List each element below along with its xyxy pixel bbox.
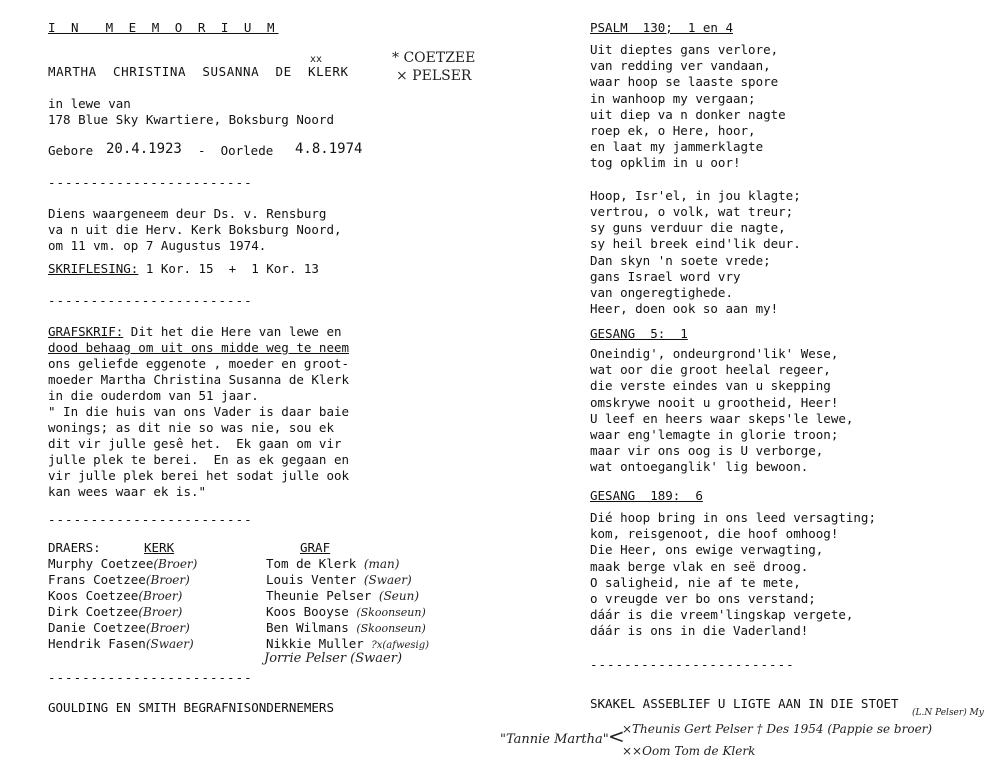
bearer-name: Theunie Pelser: [266, 588, 372, 603]
psalm-line: tog opklim in u oor!: [590, 155, 741, 171]
kerk-bearer: [48, 604, 182, 620]
name-marks: xx: [310, 54, 323, 65]
gesang5-line: die verste eindes van u skepping: [590, 378, 831, 394]
bearer-note: (man): [363, 557, 400, 571]
divider-1: ------------------------: [48, 175, 253, 190]
divider-4: ------------------------: [48, 670, 253, 685]
draers-label: DRAERS:: [48, 540, 101, 555]
psalm-line: van redding ver vandaan,: [590, 58, 771, 74]
grafskrif-line: dit vir julle gesê het. Ek gaan om vir: [48, 436, 342, 451]
kerk-bearer: [48, 636, 194, 652]
graf-bearer-handwritten: Jorrie Pelser (Swaer): [264, 651, 403, 666]
kerk-bearer: [48, 572, 190, 588]
oorlede-date: 4.8.1974: [295, 141, 363, 157]
annotation-line-1: ×Theunis Gert Pelser † Des 1954 (Pappie se broer): [622, 722, 933, 736]
grafskrif-line: in die ouderdom van 51 jaar.: [48, 388, 259, 403]
kerk-bearer: [48, 620, 190, 636]
gesang5-line: wat ontoeganglik' lig bewoon.: [590, 459, 809, 475]
graf-bearer: [266, 604, 426, 621]
gesang5-line: U leef en heers waar skeps'le lewe,: [590, 410, 854, 426]
divider-2: ------------------------: [48, 293, 253, 308]
annotation-tannie: "Tannie Martha": [500, 732, 609, 747]
oorlede-label: - Oorlede: [198, 143, 274, 158]
psalm-line: Uit dieptes gans verlore,: [590, 42, 779, 57]
undertaker-footer: GOULDING EN SMITH BEGRAFNISONDERNEMERS: [48, 700, 334, 715]
psalm-line: in wanhoop my vergaan;: [590, 90, 756, 106]
bearer-name: Frans Coetzee: [48, 572, 146, 587]
gesang189-line: O saligheid, nie af te mete,: [590, 574, 801, 590]
bearer-note: ?x(afwesig): [371, 640, 430, 651]
psalm-line: Hoop, Isr'el, in jou klagte;: [590, 187, 801, 203]
bearer-name: Hendrik Fasen: [48, 636, 146, 651]
graf-bearer: [266, 556, 399, 572]
gebore-label: Gebore: [48, 143, 94, 158]
skriflesing-text: 1 Kor. 15 + 1 Kor. 13: [138, 261, 319, 276]
heading-in-memorium: I N M E M O R I U M: [48, 20, 279, 35]
deceased-name: MARTHA CHRISTINA SUSANNA DE KLERK: [48, 64, 349, 79]
handwritten-coetzee: * COETZEE: [392, 50, 476, 66]
psalm-line: Heer, doen ook so aan my!: [590, 301, 779, 317]
bearer-name: Danie Coetzee: [48, 620, 146, 635]
psalm-line: van ongeregtighede.: [590, 285, 733, 300]
grafskrif-line: julle plek te berei. En as ek gegaan en: [48, 452, 350, 467]
skriflesing: [48, 261, 319, 277]
bearer-name: Koos Booyse: [266, 604, 349, 619]
procession-footer: SKAKEL ASSEBLIEF U LIGTE AAN IN DIE STOET: [590, 696, 899, 711]
bearer-note: (Broer): [145, 621, 190, 635]
graf-label: GRAF: [300, 540, 331, 555]
gesang189-line: dáár is die vreem'lingskap vergete,: [590, 607, 854, 623]
bearer-note: (Broer): [138, 605, 183, 619]
gesang5-line: maar vir ons oog is U verborge,: [590, 443, 824, 459]
gebore-date: 20.4.1923: [106, 141, 182, 157]
psalm-line: sy heil breek eind'lik deur.: [590, 236, 801, 252]
psalm-line: Dan skyn 'n soete vrede;: [590, 252, 771, 268]
psalm-line: waar hoop se laaste spore: [590, 74, 779, 90]
bearer-note: (Broer): [153, 557, 198, 571]
gesang5-line: waar eng'lemagte in glorie troon;: [590, 427, 839, 442]
gesang189-line: o vreugde ver bo ons verstand;: [590, 591, 816, 606]
psalm-heading: PSALM 130; 1 en 4: [590, 20, 733, 35]
annotation-bracket: <: [608, 724, 625, 748]
divider-3: ------------------------: [48, 512, 253, 527]
psalm-line: en laat my jammerklagte: [590, 139, 764, 155]
diens-line-3: om 11 vm. op 7 Augustus 1974.: [48, 238, 267, 253]
psalm-line: roep ek, o Here, hoor,: [590, 123, 756, 138]
grafskrif-line: moeder Martha Christina Susanna de Klerk: [48, 372, 350, 387]
kerk-bearer: [48, 556, 197, 572]
grafskrif-line: kan wees waar ek is.": [48, 484, 207, 499]
psalm-line: sy guns verduur die nagte,: [590, 220, 786, 236]
skriflesing-label: SKRIFLESING:: [48, 261, 139, 276]
gesang189-line: Dié hoop bring in ons leed versagting;: [590, 510, 876, 525]
kerk-bearer: [48, 588, 182, 604]
handwritten-pelser: × PELSER: [396, 68, 472, 84]
gesang189-line: dáár is ons in die Vaderland!: [590, 623, 809, 639]
bearer-name: Ben Wilmans: [266, 620, 349, 635]
psalm-line: vertrou, o volk, wat treur;: [590, 204, 794, 219]
grafskrif-first-text: Dit het die Here van lewe en: [123, 324, 342, 339]
gesang5-line: Oneindig', ondeurgrond'lik' Wese,: [590, 346, 839, 361]
grafskrif-first: [48, 324, 342, 340]
bearer-note: (Skoonseun): [356, 622, 426, 635]
diens-line-1: Diens waargeneem deur Ds. v. Rensburg: [48, 206, 327, 221]
gesang5-line: wat oor die groot heelal regeer,: [590, 362, 831, 378]
bearer-note: (Broer): [145, 573, 190, 587]
in-lewe-van: in lewe van: [48, 96, 131, 111]
gesang189-line: maak berge vlak en seë droog.: [590, 558, 809, 574]
graf-bearer: [266, 588, 419, 604]
grafskrif-line: vir julle plek berei het sodat julle ook: [48, 468, 350, 483]
grafskrif-label: GRAFSKRIF:: [48, 324, 124, 339]
bearer-name: Louis Venter: [266, 572, 357, 587]
bearer-note: (Seun): [378, 589, 420, 603]
gesang189-line: kom, reisgenoot, die hoof omhoog!: [590, 526, 839, 542]
bearer-name: Koos Coetzee: [48, 588, 139, 603]
bearer-name: Murphy Coetzee: [48, 556, 154, 571]
divider-right: ------------------------: [590, 657, 795, 672]
bearer-name: Dirk Coetzee: [48, 604, 139, 619]
psalm-line: gans Israel word vry: [590, 268, 741, 284]
graf-bearer: [266, 620, 426, 637]
bearer-note: (Broer): [138, 589, 183, 603]
gesang5-line: omskrywe nooit u grootheid, Heer!: [590, 394, 839, 410]
bearer-note: (Skoonseun): [356, 606, 426, 619]
gesang5-heading: GESANG 5: 1: [590, 326, 688, 341]
grafskrif-line: ons geliefde eggenote , moeder en groot-: [48, 356, 350, 371]
grafskrif-line: wonings; as dit nie so was nie, sou ek: [48, 420, 334, 435]
bearer-name: Nikkie Muller: [266, 636, 364, 651]
grafskrif-line: dood behaag om uit ons midde weg te neem: [48, 340, 350, 355]
bearer-note: (Swaer): [145, 637, 194, 651]
bearer-name: Tom de Klerk: [266, 556, 357, 571]
gesang189-heading: GESANG 189: 6: [590, 488, 703, 503]
address: 178 Blue Sky Kwartiere, Boksburg Noord: [48, 112, 334, 127]
grafskrif-line: " In die huis van ons Vader is daar baie: [48, 404, 350, 419]
kerk-label: KERK: [144, 540, 175, 555]
annotation-line-1-note: (L.N Pelser) My: [912, 708, 984, 718]
psalm-line: uit diep va n donker nagte: [590, 106, 786, 122]
annotation-line-2: ××Oom Tom de Klerk: [622, 744, 756, 758]
bearer-note: (Swaer): [363, 573, 412, 587]
diens-line-2: va n uit die Herv. Kerk Boksburg Noord,: [48, 222, 342, 237]
gesang189-line: Die Heer, ons ewige verwagting,: [590, 542, 824, 558]
graf-bearer: [266, 572, 412, 588]
